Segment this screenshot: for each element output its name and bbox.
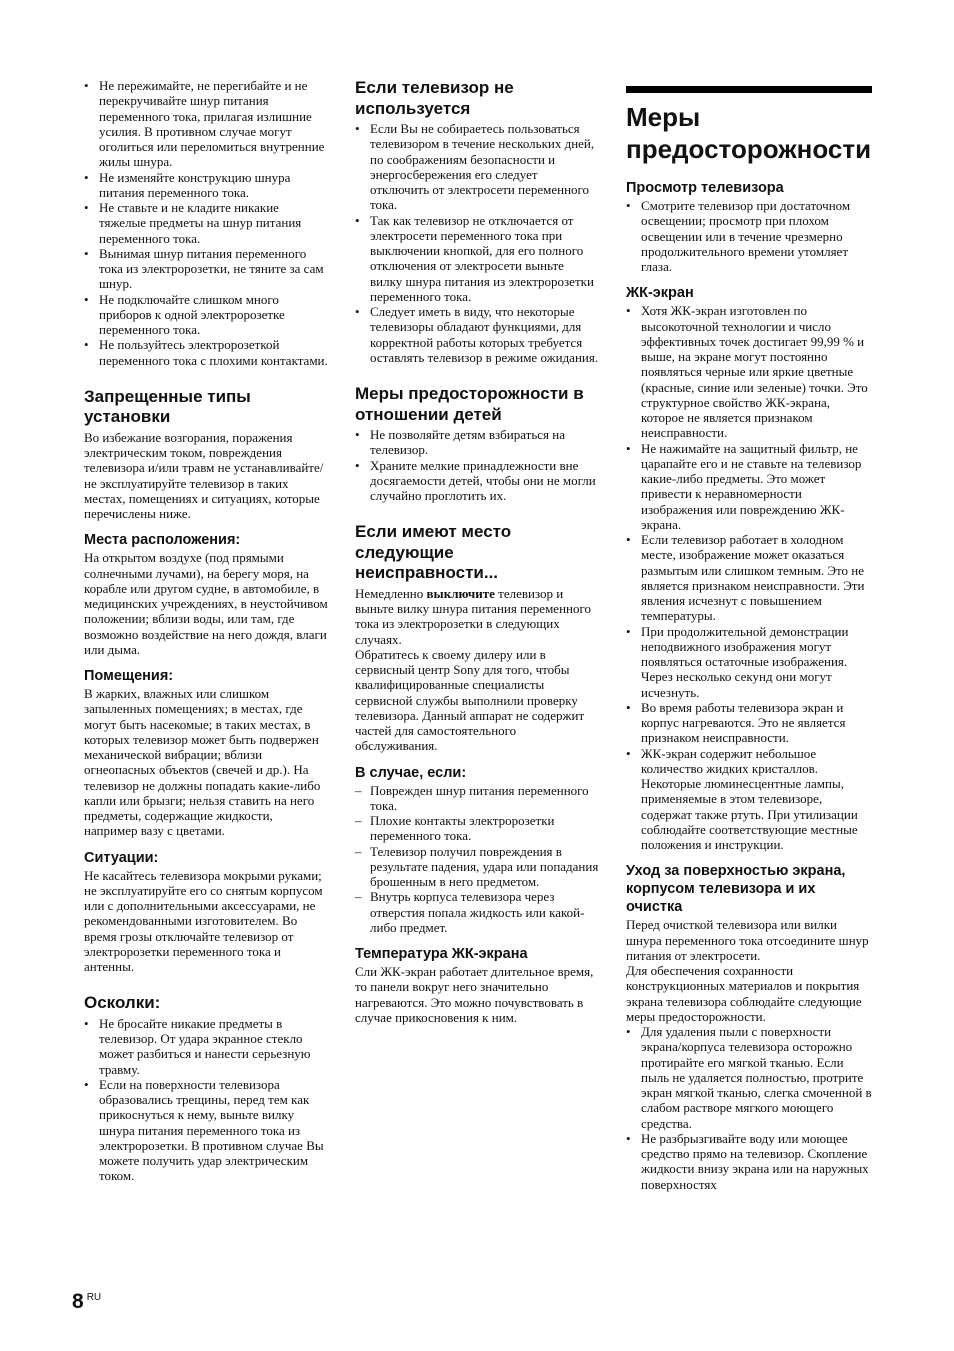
list-item: [355, 844, 599, 890]
list-item-text: Не изменяйте конструкцию шнура питания переменного тока.: [99, 169, 291, 200]
list-item-text: Следует иметь в виду, что некоторые телевизоры обладают функциями, для корректной работы которых требуется оставлять телевизор в режиме ожидания.: [370, 304, 599, 365]
list-item: [626, 303, 872, 440]
list-item-text: Хотя ЖК-экран изготовлен по высокоточной технологии и число эффективных точек достигает 99,99 % и выше, на экране могут постоянно появляться черные или яркие цветные (красные, синие или зеленые) точки. Это структурное свойство ЖК-экрана, которое не является признаком неисправности.: [641, 303, 868, 441]
bullet-icon: •: [626, 1130, 631, 1146]
bullet-icon: •: [626, 440, 631, 456]
bullet-icon: •: [84, 337, 89, 353]
list-item: [355, 213, 599, 305]
bullet-icon: •: [84, 291, 89, 307]
dash-icon: –: [355, 782, 362, 798]
paragraph: Перед очисткой телевизора или вилки шнура переменного тока отсоедините шнур питания от электросети.: [626, 917, 869, 963]
list-item-text: Храните мелкие принадлежности вне досягаемости детей, чтобы они не могли случайно проглотить их.: [370, 457, 596, 503]
bullet-icon: •: [84, 245, 89, 261]
text-span: телевизор и выньте вилку шнура питания переменного тока из электророзетки в следующих случаях.: [355, 585, 591, 647]
subsection-heading: Места расположения:: [84, 532, 241, 549]
paragraph: В жарких, влажных или слишком запыленных помещениях; в местах, где могут быть насекомые; в таких местах, в которых телевизор может быть подвержен механической вибрации; вблизи огнеопасных объектов (свечей и др.). На телевизор не должны попадать какие-либо капли или брызги; нельзя ставить на него предметы, содержащие жидкости, например вазу с цветами.: [84, 686, 321, 839]
list-item-text: Не пережимайте, не перегибайте и не перекручивайте шнур питания переменного тока, прилагая излишние усилия. В противном случае могут оголиться или переломиться внутренние жилы шнура.: [99, 78, 325, 170]
paragraph: Во избежание возгорания, поражения электрическим током, повреждения телевизора и/или травм не устанавливайте/не эксплуатируйте телевизор в таких местах, помещениях и ситуациях, которые перечислены ниже.: [84, 429, 324, 521]
subsection-heading: ЖК-экран: [626, 285, 694, 302]
list-item-text: Поврежден шнур питания переменного тока.: [370, 782, 589, 813]
list-item: [84, 1077, 328, 1184]
paragraph: Сли ЖК-экран работает длительное время, то панели вокруг него значительно нагреваются. Это можно почувствовать в случае прикосновения к ним.: [355, 964, 594, 1025]
bullet-icon: •: [355, 304, 360, 319]
list-item: [355, 783, 599, 814]
bullet-icon: •: [626, 745, 631, 761]
page-title: Меры предосторожности: [626, 102, 872, 164]
list-item-text: Не разбрызгивайте воду или моющее средство прямо на телевизор. Скопление жидкости внизу экрана или на наружных поверхностях: [641, 1130, 869, 1192]
subsection-heading: Помещения:: [84, 668, 174, 684]
list-item-text: Вынимая шнур питания переменного тока из электророзетки, не тяните за сам шнур.: [99, 245, 324, 292]
bullet-icon: •: [626, 198, 631, 213]
list-item-text: Не позволяйте детям взбираться на телевизор.: [370, 427, 565, 458]
bullet-list: [355, 121, 599, 365]
list-item-text: Смотрите телевизор при достаточном освещении; просмотр при плохом освещении или в течение чрезмерно продолжительного времени утомляет глаза.: [641, 198, 851, 274]
bullet-list: [626, 303, 872, 852]
list-item: [626, 746, 872, 853]
bullet-icon: •: [626, 699, 631, 715]
dash-icon: –: [355, 813, 362, 828]
section-heading: Если имеют место следующие неисправности...: [355, 522, 512, 583]
list-item-text: Для удаления пыли с поверхности экрана/корпуса телевизора осторожно протирайте его мягкой тканью. Если пыль не удаляется полностью, протрите экран мягкой тканью, слегка смоченной в слабом растворе мягкого моющего средства.: [641, 1024, 872, 1131]
list-item: [84, 1016, 328, 1077]
language-code: RU: [86, 1292, 102, 1303]
paragraph: Не касайтесь телевизора мокрыми руками; не эксплуатируйте его со снятым корпусом или с дополнительными аксессуарами, не рекомендованными изготовителем. Во время грозы отключайте телевизор от электророзетки переменного тока и антенны.: [84, 867, 323, 974]
list-item-text: Внутрь корпуса телевизора через отверстия попала жидкость или какой-либо предмет.: [370, 889, 585, 935]
list-item: [626, 198, 872, 274]
dash-icon: –: [355, 843, 362, 859]
list-item-text: Не пользуйтесь электророзеткой переменного тока с плохими контактами.: [99, 337, 328, 368]
list-item-text: Если на поверхности телевизора образовались трещины, перед тем как прикоснуться к нему, выньте вилку шнура питания переменного тока из электророзетки. В противном случае Вы можете получить удар электрическим током.: [99, 1076, 324, 1184]
list-item: [84, 200, 328, 246]
paragraph: [355, 586, 599, 647]
bold-text: выключите: [426, 585, 495, 601]
page-number: [72, 1290, 101, 1314]
list-item: [626, 532, 872, 624]
bullet-icon: •: [355, 457, 360, 473]
bullet-icon: •: [84, 169, 89, 185]
column-right: [626, 78, 872, 1192]
paragraph: На открытом воздухе (под прямыми солнечными лучами), на берегу моря, на корабле или другом судне, в автомобиле, в медицинских учреждениях, в неустойчивом положении; вблизи воды, или там, где возможно воздействие на него дождя, влаги или дыма.: [84, 550, 328, 657]
subsection-heading: Просмотр телевизора: [626, 180, 784, 196]
bullet-icon: •: [84, 1076, 89, 1092]
list-item-text: Во время работы телевизора экран и корпус нагреваются. Это не является признаком неисправности.: [641, 699, 846, 746]
list-item: [626, 441, 872, 533]
list-item: [626, 700, 872, 746]
bullet-icon: •: [355, 212, 360, 228]
list-item: [355, 121, 599, 213]
list-item: [355, 813, 599, 844]
list-item: [626, 1131, 872, 1192]
dash-icon: –: [355, 889, 362, 905]
section-heading: Запрещенные типы установки: [84, 386, 251, 427]
list-item: [84, 170, 328, 201]
bullet-list: [355, 427, 599, 503]
list-item-text: При продолжительной демонстрации неподвижного изображения могут появляться остаточные изображения. Через несколько секунд они могут исчезнуть.: [641, 623, 849, 700]
paragraph: Для обеспечения сохранности конструкционных материалов и покрытия экрана телевизора соблюдайте следующие меры предосторожности.: [626, 963, 862, 1024]
list-item: [84, 246, 328, 292]
list-item-text: Так как телевизор не отключается от электросети переменного тока при выключении кнопкой, для его полного отключения от электросети выньте вилку шнура питания из электророзетки переменного тока.: [370, 212, 594, 304]
bullet-icon: •: [355, 121, 360, 136]
list-item: [355, 889, 599, 935]
list-item: [355, 304, 599, 365]
list-item-text: Если телевизор работает в холодном месте, изображение может оказаться размытым или слишком темным. Это не является признаком неисправности. Эти явления исчезнут с повышением температуры.: [641, 532, 865, 624]
subsection-heading: Температура ЖК-экрана: [355, 946, 528, 962]
subsection-heading: Ситуации:: [84, 849, 159, 866]
list-item-text: Телевизор получил повреждения в результате падения, удара или попадания брошенным в него предметом.: [370, 843, 599, 889]
bullet-icon: •: [84, 1015, 89, 1031]
list-item-text: Не нажимайте на защитный фильтр, не царапайте его и не ставьте на телевизор какие-либо предметы. Это может привести к неравномерности изображения или повреждению ЖК-экрана.: [641, 440, 862, 532]
list-item-text: Не подключайте слишком много приборов к одной электророзетке переменного тока.: [99, 291, 285, 337]
subsection-heading: В случае, если:: [355, 764, 467, 781]
text-span: Немедленно: [355, 585, 427, 601]
paragraph: Обратитесь к своему дилеру или в сервисный центр Sony для того, чтобы квалифицированные специалисты сервисной службы выполнили проверку телевизора. Данный аппарат не содержит частей для самостоятельного обслуживания.: [355, 646, 585, 754]
list-item: [84, 337, 328, 368]
bullet-list: [84, 1016, 328, 1184]
column-left: [84, 78, 328, 1184]
list-item: [626, 624, 872, 700]
bullet-icon: •: [626, 1024, 631, 1039]
list-item: [355, 458, 599, 504]
bullet-icon: •: [355, 427, 360, 442]
bullet-icon: •: [626, 532, 631, 547]
title-rule: [626, 86, 872, 93]
bullet-list: [84, 78, 328, 368]
bullet-list: [626, 1024, 872, 1192]
dash-list: [355, 783, 599, 936]
bullet-list: [626, 198, 872, 274]
list-item-text: Не бросайте никакие предметы в телевизор. От удара экранное стекло может разбиться и нанести серьезную травму.: [99, 1015, 311, 1077]
bullet-icon: •: [626, 623, 631, 639]
page-number-value: 8: [72, 1290, 84, 1313]
list-item: [626, 1024, 872, 1131]
bullet-icon: •: [84, 200, 89, 215]
list-item-text: Плохие контакты электророзетки переменного тока.: [370, 813, 555, 844]
subsection-heading: Уход за поверхностью экрана, корпусом телевизора и их очистка: [626, 863, 846, 916]
column-middle: [355, 78, 599, 1025]
list-item-text: ЖК-экран содержит небольшое количество жидких кристаллов. Некоторые люминесцентные лампы, применяемые в этом телевизоре, содержат также ртуть. При утилизации соблюдайте соответствующие местные положения и инструкции.: [641, 745, 858, 852]
list-item: [84, 78, 328, 170]
section-heading: Осколки:: [84, 993, 161, 1013]
bullet-icon: •: [84, 78, 89, 93]
list-item: [84, 292, 328, 338]
list-item: [355, 427, 599, 458]
list-item-text: Не ставьте и не кладите никакие тяжелые предметы на шнур питания переменного тока.: [99, 200, 302, 246]
section-heading: Меры предосторожности в отношении детей: [355, 384, 584, 424]
bullet-icon: •: [626, 303, 631, 319]
section-heading: Если телевизор не используется: [355, 78, 514, 118]
list-item-text: Если Вы не собираетесь пользоваться телевизором в течение нескольких дней, по соображениям безопасности и энергосбережения его следует отключить от электросети переменного тока.: [370, 121, 595, 213]
